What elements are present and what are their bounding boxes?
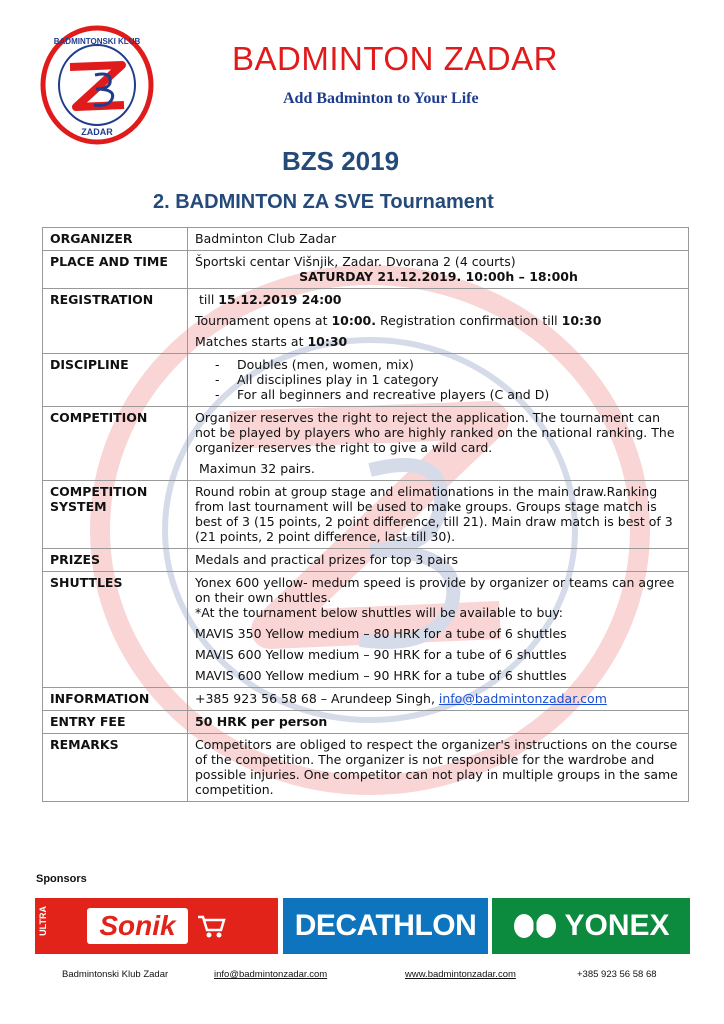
label-system-line2: SYSTEM	[50, 499, 107, 514]
value-discipline	[188, 354, 689, 407]
matches-prefix: Matches starts at	[195, 334, 308, 349]
opens-time: 10:00.	[331, 313, 377, 328]
deadline-value: 15.12.2019 24:00	[218, 292, 342, 307]
label-system	[43, 481, 188, 549]
list-item: - All disciplines play in 1 category	[215, 372, 682, 387]
list-item: - For all beginners and recreative players (C and D)	[215, 387, 682, 402]
label-place-time: PLACE AND TIME	[43, 251, 188, 289]
sponsor-yonex-logo	[492, 898, 690, 954]
logo-text: BADMINTONSKI KLUB	[53, 37, 141, 46]
cart-icon	[196, 913, 226, 939]
row-discipline	[43, 354, 689, 407]
label-shuttles: SHUTTLES	[43, 572, 188, 688]
sponsor-decathlon-logo: DECATHLON	[283, 898, 488, 954]
tournament-title: 2. BADMINTON ZA SVE Tournament	[153, 191, 494, 213]
opens-prefix: Tournament opens at	[195, 313, 332, 328]
club-slogan: Add Badminton to Your Life	[283, 90, 479, 107]
date-time: SATURDAY 21.12.2019. 10:00h – 18:00h	[299, 269, 578, 284]
value-registration	[188, 289, 689, 354]
value-place-time	[188, 251, 689, 289]
shuttle-item: MAVIS 600 Yellow medium – 90 HRK for a tube of 6 shuttles	[195, 668, 567, 683]
value-remarks: Competitors are obliged to respect the organizer's instructions on the course of the competition. The organizer is not responsible for the wardrobe and possible injuries. One competitor can not play in multiple groups in the same competition.	[188, 734, 689, 802]
row-entry-fee	[43, 711, 689, 734]
matches-info	[195, 334, 682, 349]
row-prizes	[43, 549, 689, 572]
row-remarks	[43, 734, 689, 802]
footer-email-link[interactable]: info@badmintonzadar.com	[214, 969, 328, 980]
competition-text: Organizer reserves the right to reject the application. The tournament can not be played by players who are highly ranked on the national ranking. The organizer reserves the right to give a wild card.	[195, 410, 675, 455]
sonik-name: Sonik	[87, 908, 187, 944]
row-registration	[43, 289, 689, 354]
row-organizer	[43, 228, 689, 251]
max-pairs: Maximun 32 pairs.	[199, 461, 315, 476]
club-logo	[40, 25, 155, 145]
value-shuttles	[188, 572, 689, 688]
footer-phone: +385 923 56 58 68	[577, 969, 657, 980]
row-shuttles	[43, 572, 689, 688]
label-competition: COMPETITION	[43, 407, 188, 481]
yonex-name: YONEX	[564, 909, 670, 942]
value-information	[188, 688, 689, 711]
footer-club: Badmintonski Klub Zadar	[62, 969, 169, 980]
value-prizes: Medals and practical prizes for top 3 pairs	[188, 549, 689, 572]
contact-text: +385 923 56 58 68 – Arundeep Singh,	[195, 691, 439, 706]
value-organizer: Badminton Club Zadar	[188, 228, 689, 251]
label-entry-fee: ENTRY FEE	[43, 711, 188, 734]
registration-deadline	[195, 292, 682, 307]
sponsors-label: Sponsors	[36, 873, 87, 885]
sonik-prefix: ULTRA	[38, 906, 48, 936]
label-organizer: ORGANIZER	[43, 228, 188, 251]
label-information: INFORMATION	[43, 688, 188, 711]
discipline-list	[195, 357, 682, 402]
club-title: BADMINTON ZADAR	[232, 40, 558, 77]
shuttle-item: MAVIS 350 Yellow medium – 80 HRK for a tube of 6 shuttles	[195, 626, 567, 641]
label-prizes: PRIZES	[43, 549, 188, 572]
row-system	[43, 481, 689, 549]
value-entry-fee: 50 HRK per person	[188, 711, 689, 734]
contact-email-link[interactable]: info@badmintonzadar.com	[438, 691, 607, 706]
shuttles-note: *At the tournament below shuttles will be available to buy:	[195, 605, 564, 620]
label-system-line1: COMPETITION	[50, 484, 148, 499]
value-system: Round robin at group stage and elimationations in the main draw.Ranking from last tournament will be used to make groups. Groups stage match is best of 3 (15 points, 2 point difference, till 21). Main draw match is best of 3 (21 points, 2 point difference, last till 30).	[188, 481, 689, 549]
matches-time: 10:30	[307, 334, 348, 349]
shuttles-text: Yonex 600 yellow- medum speed is provide by organizer or teams can agree on their own shuttles.	[195, 575, 675, 605]
info-table	[42, 227, 689, 802]
label-remarks: REMARKS	[43, 734, 188, 802]
yonex-emblem-icon	[512, 911, 558, 941]
value-competition	[188, 407, 689, 481]
list-item: - Doubles (men, women, mix)	[215, 357, 682, 372]
footer-website-link[interactable]: www.badmintonzadar.com	[405, 969, 516, 980]
row-place-time	[43, 251, 689, 289]
row-competition	[43, 407, 689, 481]
shuttle-item: MAVIS 600 Yellow medium – 90 HRK for a tube of 6 shuttles	[195, 647, 567, 662]
venue: Športski centar Višnjik, Zadar. Dvorana 2 (4 courts)	[195, 254, 516, 269]
confirm-time: 10:30	[561, 313, 602, 328]
row-information	[43, 688, 689, 711]
deadline-prefix: till	[198, 292, 219, 307]
logo-city: ZADAR	[81, 127, 113, 137]
opening-info	[195, 313, 682, 328]
series-title: BZS 2019	[282, 146, 400, 176]
label-discipline: DISCIPLINE	[43, 354, 188, 407]
label-registration: REGISTRATION	[43, 289, 188, 354]
confirm-prefix: Registration confirmation till	[376, 313, 562, 328]
sponsor-sonik-logo	[35, 898, 278, 954]
